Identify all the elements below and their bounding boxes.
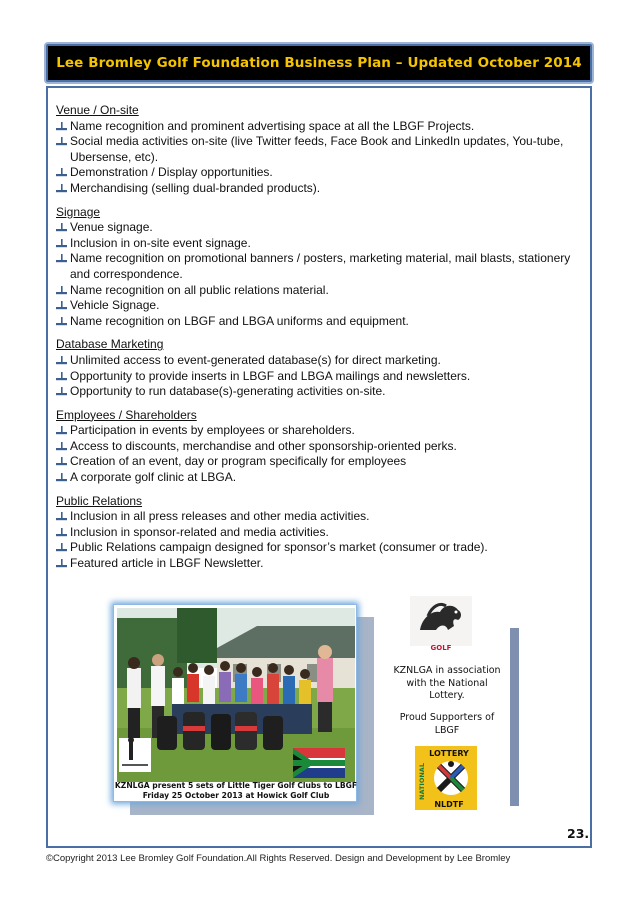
- list-item-text: Name recognition on promotional banners / posters, marketing material, mail blasts, stationery and correspondence.: [70, 251, 571, 281]
- list-item-text: Name recognition on all public relations material.: [70, 282, 329, 297]
- list-item: [56, 283, 586, 299]
- list-item: [56, 165, 586, 181]
- header-banner: [46, 44, 592, 82]
- list-item: [56, 454, 586, 470]
- supporters-line1: Proud Supporters of: [399, 712, 495, 723]
- list-item: [56, 119, 586, 135]
- page-number: 23.: [567, 826, 590, 841]
- photo-caption: [114, 781, 358, 803]
- bullet-icon: [56, 470, 70, 486]
- bullet-icon: [56, 353, 70, 369]
- photo-caption-line1: KZNLGA present 5 sets of Little Tiger Golf Clubs to LBGF: [114, 781, 358, 790]
- lottery-bottom-text: NLDTF: [434, 800, 464, 809]
- list-item: [56, 423, 586, 439]
- page-title: Lee Bromley Golf Foundation Business Plan – Updated October 2014: [56, 55, 582, 71]
- bullet-icon: [56, 181, 70, 197]
- list-item-text: Name recognition on LBGF and LBGA uniforms and equipment.: [70, 313, 409, 328]
- photo-caption-line2: Friday 25 October 2013 at Howick Golf Club: [142, 790, 330, 800]
- bullet-icon: [56, 251, 70, 267]
- list-item-text: Public Relations campaign designed for sponsor’s market (consumer or trade).: [70, 540, 488, 555]
- section: [56, 205, 586, 330]
- list-item: [56, 134, 586, 165]
- list-item-text: Name recognition and prominent advertising space at all the LBGF Projects.: [70, 118, 475, 133]
- association-line1: KZNLGA in association: [393, 665, 501, 676]
- bullet-icon: [56, 119, 70, 135]
- bullet-icon: [56, 134, 70, 150]
- supporters-line2: LBGF: [434, 724, 460, 736]
- bullet-icon: [56, 525, 70, 541]
- copyright-footer: ©Copyright 2013 Lee Bromley Golf Foundation.All Rights Reserved. Design and Development by Lee Bromley: [46, 853, 511, 864]
- supporters-text: [388, 712, 506, 737]
- benefits-list: [56, 103, 586, 580]
- list-item: [56, 470, 586, 486]
- bullet-icon: [56, 314, 70, 330]
- bullet-icon: [56, 298, 70, 314]
- bullet-icon: [56, 509, 70, 525]
- list-item-text: Inclusion in on-site event signage.: [70, 235, 251, 250]
- section: [56, 494, 586, 572]
- list-item-text: Opportunity to run database(s)-generating activities on-site.: [70, 384, 386, 399]
- bullet-icon: [56, 423, 70, 439]
- bullet-icon: [56, 384, 70, 400]
- association-line3: Lottery.: [429, 690, 465, 701]
- section-title: Employees / Shareholders: [56, 407, 197, 422]
- list-item: [56, 251, 586, 282]
- list-item: [56, 439, 586, 455]
- bullet-icon: [56, 540, 70, 556]
- list-item: [56, 181, 586, 197]
- section-title: Signage: [56, 204, 101, 219]
- list-item-text: Access to discounts, merchandise and other sponsorship-oriented perks.: [70, 438, 457, 453]
- list-item-text: Vehicle Signage.: [70, 298, 160, 313]
- list-item-text: Social media activities on-site (live Twitter feeds, Face Book and LinkedIn updates, You-tube, Ubersense, etc).: [70, 134, 564, 164]
- list-item-text: Merchandising (selling dual-branded products).: [70, 180, 321, 195]
- group-photo-image: [117, 608, 355, 782]
- list-item-text: Venue signage.: [70, 220, 153, 235]
- bullet-icon: [56, 236, 70, 252]
- list-item: [56, 314, 586, 330]
- list-item: [56, 540, 586, 556]
- list-item-text: Opportunity to provide inserts in LBGF and LBGA mailings and newsletters.: [70, 368, 471, 383]
- bullet-icon: [56, 556, 70, 572]
- decorative-side-bar: [510, 628, 519, 806]
- lottery-side-text: NATIONAL: [418, 763, 426, 800]
- list-item-text: Featured article in LBGF Newsletter.: [70, 556, 264, 571]
- list-item-text: Creation of an event, day or program specifically for employees: [70, 454, 407, 469]
- list-item-text: Inclusion in sponsor-related and media activities.: [70, 524, 329, 539]
- list-item: [56, 353, 586, 369]
- national-lottery-logo: [415, 746, 477, 810]
- bullet-icon: [56, 220, 70, 236]
- bullet-icon: [56, 283, 70, 299]
- list-item-text: A corporate golf clinic at LBGA.: [70, 470, 237, 485]
- list-item: [56, 384, 586, 400]
- list-item-text: Inclusion in all press releases and other media activities.: [70, 509, 370, 524]
- list-item: [56, 369, 586, 385]
- section-title: Venue / On-site: [56, 103, 139, 117]
- section: [56, 408, 586, 486]
- section: [56, 337, 586, 399]
- golf-logo-text: GOLF: [430, 644, 452, 652]
- list-item: [56, 298, 586, 314]
- bullet-icon: [56, 165, 70, 181]
- association-text: [388, 665, 506, 703]
- bullet-icon: [56, 369, 70, 385]
- lottery-top-text: LOTTERY: [429, 749, 469, 758]
- list-item: [56, 220, 586, 236]
- list-item: [56, 556, 586, 572]
- list-item-text: Participation in events by employees or shareholders.: [70, 423, 355, 438]
- list-item: [56, 236, 586, 252]
- presentation-photo: [113, 604, 357, 802]
- list-item: [56, 525, 586, 541]
- sponsor-block: [388, 596, 506, 816]
- section-title: Database Marketing: [56, 337, 164, 352]
- list-item-text: Demonstration / Display opportunities.: [70, 165, 273, 180]
- bullet-icon: [56, 439, 70, 455]
- list-item: [56, 509, 586, 525]
- association-line2: with the National: [406, 677, 488, 689]
- bullet-icon: [56, 454, 70, 470]
- section-title: Public Relations: [56, 493, 143, 508]
- list-item-text: Unlimited access to event-generated database(s) for direct marketing.: [70, 352, 441, 367]
- section: [56, 103, 586, 197]
